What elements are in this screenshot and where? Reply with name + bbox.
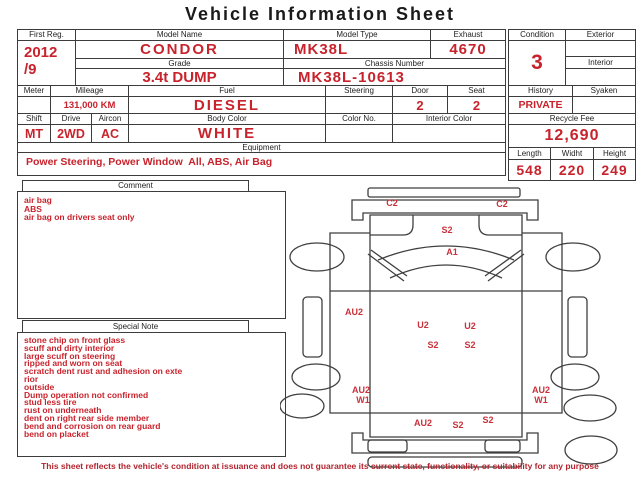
- note-line: ripped and worn on seat: [24, 358, 123, 369]
- interior-header: Interior: [565, 56, 636, 69]
- damage-code-s2: S2: [427, 340, 439, 350]
- damage-code-s2: S2: [452, 420, 464, 430]
- length-value: 548: [508, 159, 551, 181]
- note-line: air bag on drivers seat only: [24, 212, 135, 223]
- first-reg-value: [17, 40, 76, 86]
- exterior-value: [565, 40, 636, 57]
- damage-code-au2: AU2: [413, 418, 433, 428]
- history-value: PRIVATE: [508, 96, 573, 114]
- exhaust-value: 4670: [430, 40, 506, 59]
- note-line: rior: [24, 373, 39, 384]
- chassis-number-header: Chassis Number: [283, 58, 506, 69]
- exhaust-header: Exhaust: [430, 29, 506, 41]
- aircon-header: Aircon: [91, 113, 129, 125]
- first-reg-year: 2012: [24, 44, 58, 61]
- special-note-body: [17, 332, 286, 457]
- note-line: rust on underneath: [24, 405, 102, 416]
- damage-code-au2: AU2: [531, 385, 551, 395]
- note-line: Dump operation not confirmed: [24, 389, 149, 400]
- door-value: 2: [392, 96, 448, 114]
- first-reg-month: /9: [24, 61, 37, 78]
- mud-flap-left: [368, 440, 407, 452]
- wheel-rear-left-inner: [280, 394, 324, 418]
- note-line: scratch dent rust and adhesion on exte: [24, 366, 183, 377]
- damage-code-s2: S2: [464, 340, 476, 350]
- door-header: Door: [392, 85, 448, 97]
- mud-flap-right: [485, 440, 520, 452]
- condition-header: Condition: [508, 29, 566, 41]
- side-rail-left: [303, 297, 322, 357]
- steering-value: [325, 96, 393, 114]
- interior-color-header: Interior Color: [392, 113, 506, 125]
- note-line: air bag: [24, 195, 52, 205]
- equipment-value: Power Steering, Power Window All, ABS, Air Bag: [17, 152, 506, 176]
- damage-code-w1: W1: [356, 395, 370, 405]
- grade-header: Grade: [75, 58, 284, 69]
- side-rail-right: [568, 297, 587, 357]
- wheel-front-left: [290, 243, 344, 271]
- page-title: Vehicle Information Sheet: [184, 4, 456, 24]
- interior-color-value: [392, 124, 506, 143]
- model-type-header: Model Type: [283, 29, 431, 41]
- damage-code-au2: AU2: [344, 307, 364, 317]
- wheel-front-right: [546, 243, 600, 271]
- interior-value: [565, 68, 636, 86]
- model-name-value: CONDOR: [75, 40, 284, 59]
- cab-corner-right: [479, 215, 522, 235]
- rear-bumper: [352, 433, 538, 453]
- fuel-value: DIESEL: [128, 96, 326, 114]
- special-note-header: Special Note: [22, 320, 249, 333]
- meter-value: [17, 96, 51, 114]
- exterior-header: Exterior: [565, 29, 636, 41]
- note-line: stud less tire: [24, 397, 77, 408]
- body-color-header: Body Color: [128, 113, 326, 125]
- syaken-header: Syaken: [572, 85, 636, 97]
- damage-code-u2: U2: [417, 320, 429, 330]
- note-line: ABS: [24, 203, 42, 214]
- front-top-bar: [368, 188, 520, 197]
- note-line: bend and corrosion on rear guard: [24, 420, 161, 431]
- condition-value: 3: [508, 40, 566, 86]
- aircon-value: AC: [91, 124, 129, 143]
- truck-damage-diagram: [280, 180, 640, 480]
- cab-corner-left: [370, 215, 413, 235]
- note-line: large scuff on steering: [24, 350, 116, 361]
- length-header: Length: [508, 147, 551, 160]
- seat-value: 2: [447, 96, 506, 114]
- note-line: stone chip on front glass: [24, 335, 126, 345]
- color-no-value: [325, 124, 393, 143]
- damage-code-c2: C2: [386, 198, 398, 208]
- damage-code-s2: S2: [482, 415, 494, 425]
- wheel-rear-left-outer: [292, 364, 340, 390]
- damage-code-w1: W1: [534, 395, 548, 405]
- wheel-rear-right-inner: [564, 395, 616, 421]
- widht-header: Widht: [550, 147, 594, 160]
- damage-code-a1: A1: [446, 247, 458, 257]
- first-reg-header: First Reg.: [17, 29, 76, 41]
- recycle-fee-value: 12,690: [508, 124, 636, 148]
- syaken-value: [572, 96, 636, 114]
- note-line: dent on right rear side member: [24, 412, 150, 423]
- height-header: Height: [593, 147, 636, 160]
- drive-header: Drive: [50, 113, 92, 125]
- damage-code-u2: U2: [464, 321, 476, 331]
- meter-header: Meter: [17, 85, 51, 97]
- note-line: bend on placket: [24, 428, 89, 439]
- comment-header: Comment: [22, 180, 249, 192]
- shift-value: MT: [17, 124, 51, 143]
- model-type-value: MK38L: [283, 40, 431, 59]
- damage-code-labels: [345, 198, 550, 430]
- damage-code-au2: AU2: [351, 385, 371, 395]
- grade-value: 3.4t DUMP: [75, 68, 284, 86]
- note-line: outside: [24, 381, 55, 392]
- mileage-value: 131,000 KM: [50, 96, 129, 114]
- damage-code-c2: C2: [496, 199, 508, 209]
- footer-disclaimer: This sheet reflects the vehicle's condition at issuance and does not guarantee its current state, functionality, or suitability for any purpose: [41, 461, 599, 471]
- recycle-fee-header: Recycle Fee: [508, 113, 636, 125]
- wheel-rear-right-outer: [551, 364, 599, 390]
- color-no-header: Color No.: [325, 113, 393, 125]
- body-color-value: WHITE: [128, 124, 326, 143]
- comment-body: [17, 191, 286, 319]
- shift-header: Shift: [17, 113, 51, 125]
- drive-value: 2WD: [50, 124, 92, 143]
- equipment-header: Equipment: [17, 142, 506, 153]
- spare-tire: [565, 436, 617, 464]
- history-header: History: [508, 85, 573, 97]
- model-name-header: Model Name: [75, 29, 284, 41]
- front-bumper: [352, 200, 538, 220]
- note-line: scuff and dirty interior: [24, 342, 115, 353]
- widht-value: 220: [550, 159, 594, 181]
- steering-header: Steering: [325, 85, 393, 97]
- height-value: 249: [593, 159, 636, 181]
- chassis-number-value: MK38L-10613: [283, 68, 506, 86]
- seat-header: Seat: [447, 85, 506, 97]
- mileage-header: Mileage: [50, 85, 129, 97]
- fuel-header: Fuel: [128, 85, 326, 97]
- damage-code-s2: S2: [441, 225, 453, 235]
